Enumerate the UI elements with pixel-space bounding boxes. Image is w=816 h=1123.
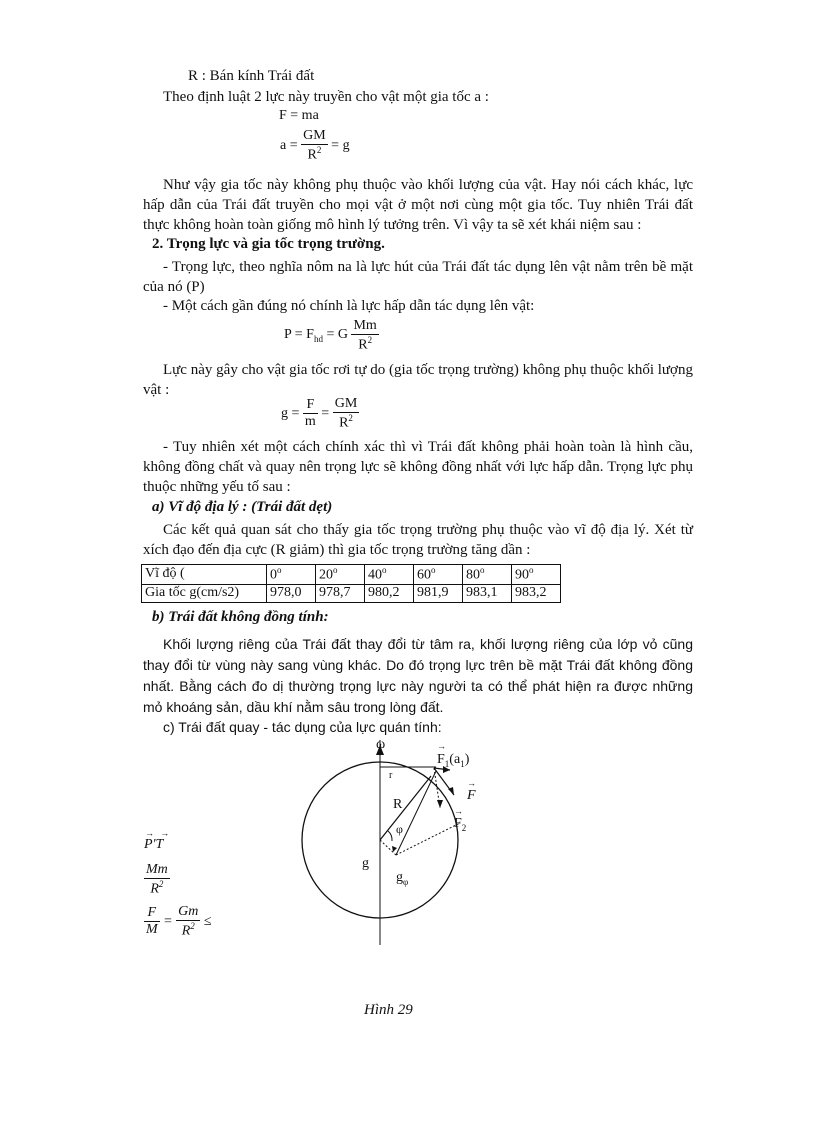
- formula-g-fm: g = $\frac{F}{m}$ = $\frac{GM}{R^2}$: [281, 396, 358, 431]
- table-cell: 978,7: [316, 584, 365, 602]
- paragraph-inhomogeneous: Khối lượng riêng của Trái đất thay đổi từ tâm ra, khối lượng riêng của lớp vỏ cũng thay đổi từ vùng này sang vùng khác. Do đó trọng lực trên bề mặt Trái đất không đồng nhất. Bằng cách đo dị thường trọng lực này người ta có thể phát hiện ra được những mỏ khoáng sản, dầu khí nằm sâu trong lòng đất.: [143, 636, 693, 715]
- paragraph-gravity-factors: - Tuy nhiên xét một cách chính xác thì vì Trái đất không phải hoàn toàn là hình cầu, không đồng chất và quay nên trọng lực sẽ không đồng nhất với lực hấp dẫn. Trọng lực phụ thuộc những yếu tố sau :: [143, 439, 693, 495]
- subheading-rotation: c) Trái đất quay - tác dụng của lực quán tính:: [163, 719, 442, 735]
- label-r-small: r: [389, 770, 393, 781]
- table-cell: 981,9: [414, 584, 463, 602]
- label-g-phi: $g_\varphi$: [396, 870, 409, 887]
- table-cell: 20$^o$: [316, 565, 365, 585]
- arrow-mark: →: [437, 741, 446, 751]
- section-heading-gravity: 2. Trọng lực và gia tốc trọng trường.: [152, 236, 385, 252]
- radius-R-line: [380, 776, 431, 840]
- formula-f-ma: F = ma: [279, 108, 319, 123]
- arrowhead-g: [392, 846, 397, 852]
- arrow-mark: →: [454, 806, 463, 816]
- table-cell: 80$^o$: [463, 565, 512, 585]
- fraction-mm-r2-side: $\frac{Mm}{R^2}$: [146, 862, 168, 897]
- text-newton-second-law: Theo định luật 2 lực này truyền cho vật một gia tốc a :: [163, 89, 489, 105]
- text-radius-def: R : Bán kính Trái đất: [188, 68, 315, 84]
- label-f2: $F_2$: [454, 816, 467, 833]
- table-cell: 983,2: [512, 584, 561, 602]
- subheading-inhomogeneous: b) Trái đất không đồng tính:: [152, 609, 329, 625]
- paragraph-free-fall: Lực này gây cho vật gia tốc rơi tự do (gia tốc trọng trường) không phụ thuộc khối lượng vật :: [143, 362, 693, 398]
- formula-p-fhd: $P = F_{hd} = G$ $\frac{Mm}{R^2}$: [284, 318, 377, 353]
- text-approx-gravity: - Một cách gần đúng nó chính là lực hấp dẫn tác dụng lên vật:: [163, 298, 535, 314]
- fraction-gm-r2: $\frac{GM}{R^2}$: [303, 128, 326, 163]
- subheading-latitude: a) Vĩ độ địa lý : (Trái đất dẹt): [152, 499, 333, 515]
- table-cell: 0$^o$: [267, 565, 316, 585]
- dashed-diagonal: [396, 823, 460, 855]
- paragraph-gravity-definition: - Trọng lực, theo nghĩa nôm na là lực hút của Trái đất tác dụng lên vật nằm trên bề mặt của nó (P): [143, 259, 693, 295]
- label-f: F: [467, 788, 476, 803]
- table-cell: 980,2: [365, 584, 414, 602]
- arrowhead-f2: [437, 800, 443, 808]
- fraction-gm-r2-b: $\frac{GM}{R^2}$: [334, 396, 358, 431]
- arrow-mark: →: [467, 778, 476, 788]
- formula-a-gm: a = $\frac{GM}{R^2}$ = g: [280, 128, 350, 163]
- formula-f-over-m: $\frac{F}{M}$ = $\frac{Gm}{R^2}$ ≤: [146, 904, 212, 939]
- fraction-mm-r2: $\frac{Mm}{R^2}$: [353, 318, 377, 353]
- table-row: [142, 565, 561, 585]
- fraction-f-m: $\frac{F}{m}$: [304, 397, 316, 430]
- table-cell: Gia tốc g(cm/s2): [142, 584, 267, 602]
- table-cell: 40$^o$: [365, 565, 414, 585]
- paragraph-latitude: Các kết quả quan sát cho thấy gia tốc trọng trường phụ thuộc vào vĩ độ địa lý. Xét từ xích đạo đến địa cực (R giảm) thì gia tốc trọng trường tăng dần :: [143, 522, 693, 558]
- arrows-pt: → →: [145, 828, 172, 838]
- earth-rotation-diagram: [300, 735, 530, 950]
- label-phi: φ: [396, 822, 403, 836]
- paragraph-acceleration-independence: Như vậy gia tốc này không phụ thuộc vào khối lượng của vật. Hay nói cách khác, lực hấp dẫn của Trái đất truyền cho mọi vật ở một nơi cùng một gia tốc. Tuy nhiên Trái đất thực không hoàn toàn giống mô hình lý tưởng trên. Vì vậy ta sẽ xét khái niệm sau :: [143, 177, 693, 233]
- figure-caption: Hình 29: [364, 1002, 413, 1018]
- table-cell: Vĩ độ (: [142, 565, 267, 585]
- formula-pt: P'T: [144, 837, 164, 852]
- table-row: [142, 584, 561, 602]
- label-g: g: [362, 856, 369, 871]
- table-cell: 60$^o$: [414, 565, 463, 585]
- label-R: R: [393, 797, 403, 812]
- table-cell: 983,1: [463, 584, 512, 602]
- table-cell: 978,0: [267, 584, 316, 602]
- omega-label: ω: [376, 737, 386, 752]
- table-cell: 90$^o$: [512, 565, 561, 585]
- latitude-gravity-table: [141, 564, 561, 603]
- label-f1-a1: $F_1(a_1)$: [437, 752, 470, 769]
- angle-arc: [388, 831, 392, 841]
